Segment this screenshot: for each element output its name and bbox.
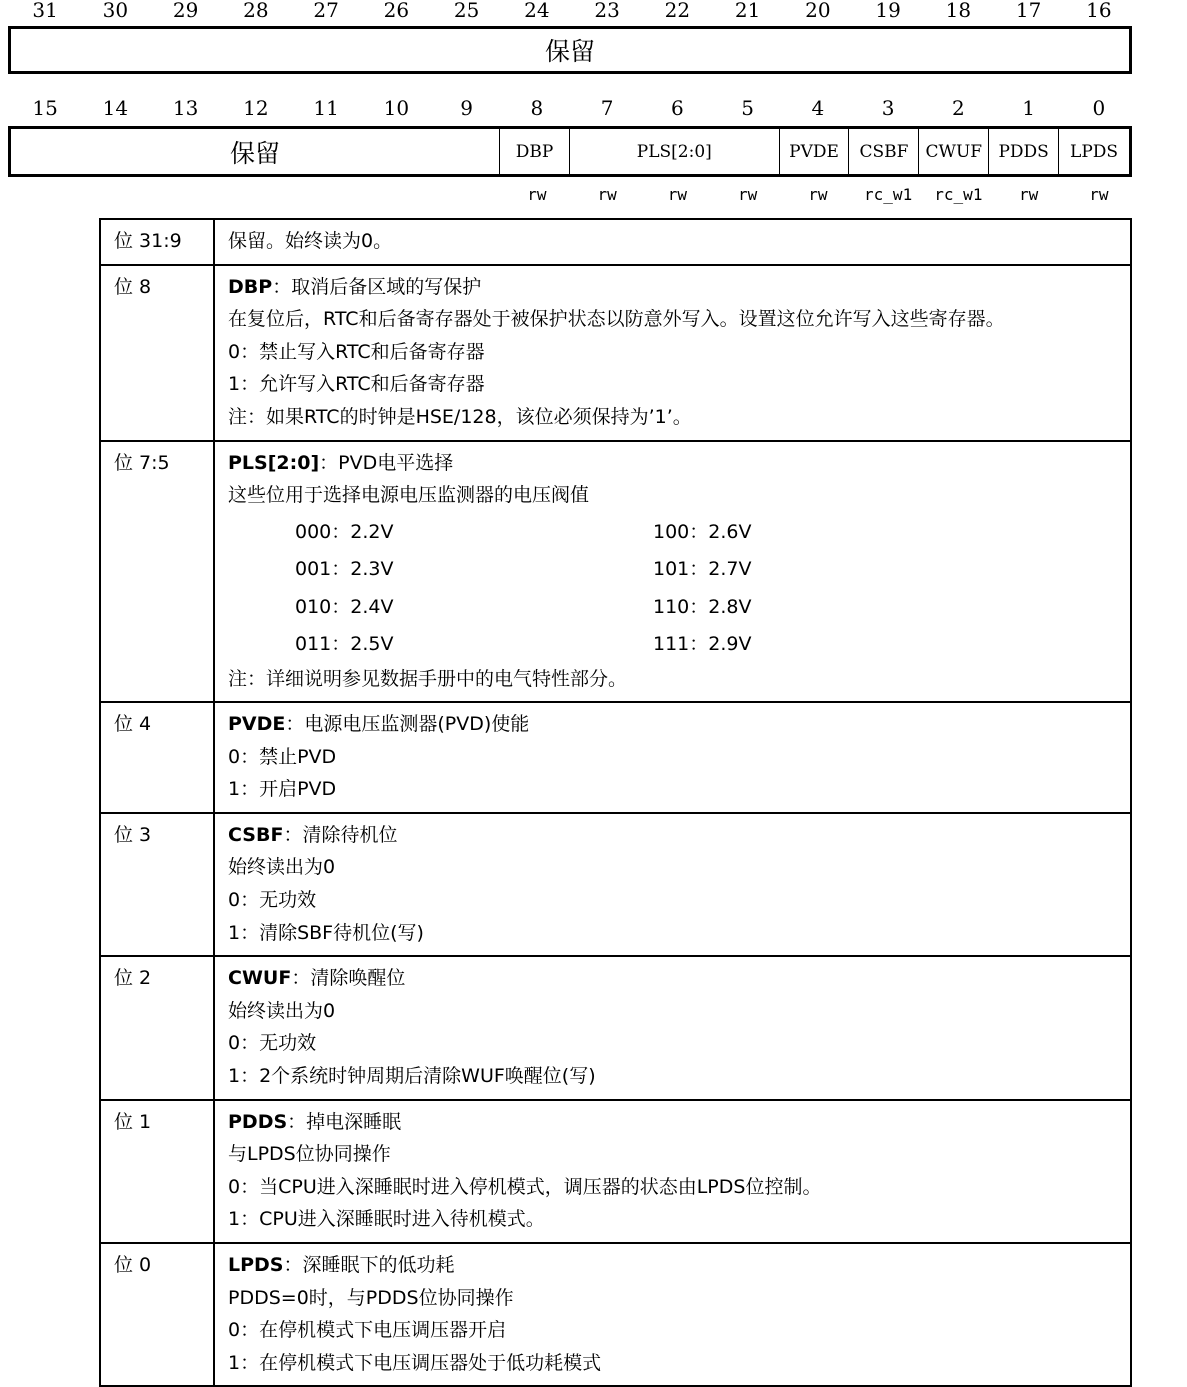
desc-line: 0：禁止PVD [228,745,337,768]
bit-number: 4 [811,96,825,120]
bit-number: 30 [102,0,129,22]
desc-note: 注：详细说明参见数据手册中的电气特性部分。 [228,667,628,690]
field-name: PDDS [228,1110,288,1133]
field-title: ：清除待机位 [283,823,398,846]
bit-description [214,1243,1131,1386]
bit-number: 20 [805,0,831,22]
field-title: ：取消后备区域的写保护 [272,275,482,298]
field-title: ：电源电压监测器(PVD)使能 [285,713,530,736]
table-row [100,702,1131,813]
bit-numbers-high [10,0,1134,22]
desc-line: 0：禁止写入RTC和后备寄存器 [228,340,485,363]
access-type: rw [527,185,547,204]
voltage-level-list [228,516,1117,661]
bit-number: 6 [671,96,684,120]
bit-label: 位 4 [100,702,214,813]
desc-line: 注：如果RTC的时钟是HSE/128，该位必须保持为’1’。 [228,405,692,428]
bit-number: 12 [243,96,269,120]
bit-number: 23 [594,0,620,22]
desc-line: 1：2个系统时钟周期后清除WUF唤醒位(写) [228,1065,596,1088]
desc-line: 0：无功效 [228,1032,317,1055]
bit-number: 18 [945,0,972,22]
bit-number: 22 [664,0,691,22]
bit-description [214,956,1131,1099]
voltage-level: 011：2.5V [295,632,394,655]
voltage-level: 000：2.2V [295,520,394,543]
bit-label: 位 3 [100,813,214,956]
bit-number: 15 [32,96,58,120]
bit-label: 位 0 [100,1243,214,1386]
desc-line: PDDS=0时，与PDDS位协同操作 [228,1286,514,1309]
bit-description [214,1100,1131,1243]
desc-line: 0：当CPU进入深睡眠时进入停机模式，调压器的状态由LPDS位控制。 [228,1175,822,1198]
field-name: LPDS [228,1254,284,1277]
desc-line: 1：清除SBF待机位(写) [228,921,424,944]
bit-number: 9 [460,96,473,120]
desc-line: 在复位后，RTC和后备寄存器处于被保护状态以防意外写入。设置这位允许写入这些寄存器。 [228,308,1005,331]
field-title: ：掉电深睡眠 [287,1110,402,1133]
table-row [100,219,1131,265]
bit-label: 位 31:9 [100,219,214,265]
access-type: rw [667,185,687,204]
desc-line: 这些位用于选择电源电压监测器的电压阀值 [228,484,590,507]
reserved-field-high: 保留 [544,37,595,66]
bit-number: 5 [741,96,754,120]
bit-number: 28 [243,0,269,22]
bit-label: 位 2 [100,956,214,1099]
access-type: rc_w1 [864,185,913,204]
voltage-level: 001：2.3V [295,558,394,581]
bit-description-table [99,218,1132,1387]
bit-description [214,702,1131,813]
field-pls: PLS[2:0] [570,129,780,174]
bit-number: 25 [453,0,480,22]
bit-number: 24 [524,0,550,22]
desc-line: 1：允许写入RTC和后备寄存器 [228,373,485,396]
field-title: ：清除唤醒位 [291,967,406,990]
bit-number: 21 [734,0,761,22]
bit-number: 29 [172,0,199,22]
access-type: rw [1018,185,1039,204]
bit-number: 26 [383,0,410,22]
field-dbp: DBP [500,129,570,174]
bit-description [214,813,1131,956]
bit-number: 27 [313,0,339,22]
table-row [100,265,1131,441]
desc-line: 1：CPU进入深睡眠时进入待机模式。 [228,1208,545,1231]
desc-line: 1：开启PVD [228,778,337,801]
bit-description [214,441,1131,703]
bit-number: 13 [172,96,199,120]
register-low-row [8,126,1132,177]
bit-number: 7 [600,96,614,120]
access-type: rw [737,185,758,204]
table-row [100,1100,1131,1243]
bit-number: 3 [881,96,895,120]
bit-number: 16 [1086,0,1112,22]
bit-description [214,265,1131,441]
access-row [10,184,1134,206]
access-type: rw [1089,185,1109,204]
bit-number: 19 [875,0,901,22]
desc-line: 与LPDS位协同操作 [228,1143,391,1166]
access-spacer [10,184,502,206]
bit-number: 17 [1015,0,1042,22]
voltage-level: 110：2.8V [653,595,752,618]
bit-number: 10 [383,96,410,120]
field-pvde: PVDE [780,129,850,174]
table-row [100,813,1131,956]
access-type: rw [597,185,617,204]
voltage-level: 010：2.4V [295,595,394,618]
access-type: rc_w1 [934,185,983,204]
bit-number: 11 [313,96,339,120]
field-title: ：PVD电平选择 [319,451,454,474]
field-name: CSBF [228,823,284,846]
access-type: rw [808,185,828,204]
table-row [100,441,1131,703]
bit-number: 0 [1092,96,1106,120]
voltage-level: 101：2.7V [653,558,752,581]
field-name: PVDE [228,713,286,736]
desc-line: 始终读出为0 [228,999,336,1022]
bit-number: 31 [32,0,58,22]
table-row [100,956,1131,1099]
bit-number: 2 [952,96,965,120]
field-pdds: PDDS [989,129,1059,174]
field-csbf: CSBF [849,129,919,174]
desc-line: 保留。始终读为0。 [228,230,393,252]
field-cwuf: CWUF [919,129,989,174]
field-lpds: LPDS [1070,141,1119,162]
voltage-level: 111：2.9V [653,632,752,655]
desc-line: 1：在停机模式下电压调压器处于低功耗模式 [228,1351,602,1374]
bit-label: 位 8 [100,265,214,441]
field-name: CWUF [228,967,292,990]
table-row [100,1243,1131,1386]
bit-label: 位 7:5 [100,441,214,703]
bit-number: 8 [530,96,544,120]
field-name: DBP [228,275,273,298]
reserved-field-low: 保留 [11,129,500,174]
field-title: ：深睡眠下的低功耗 [283,1254,455,1277]
bit-description [214,219,1131,265]
bit-number: 14 [102,96,129,120]
bit-number: 1 [1022,96,1035,120]
bit-numbers-low [10,96,1134,120]
desc-line: 始终读出为0 [228,856,336,879]
desc-line: 0：无功效 [228,889,317,912]
voltage-level: 100：2.6V [653,520,752,543]
register-high-row [8,26,1132,74]
field-name: PLS[2:0] [228,451,320,474]
desc-line: 0：在停机模式下电压调压器开启 [228,1319,507,1342]
bit-label: 位 1 [100,1100,214,1243]
